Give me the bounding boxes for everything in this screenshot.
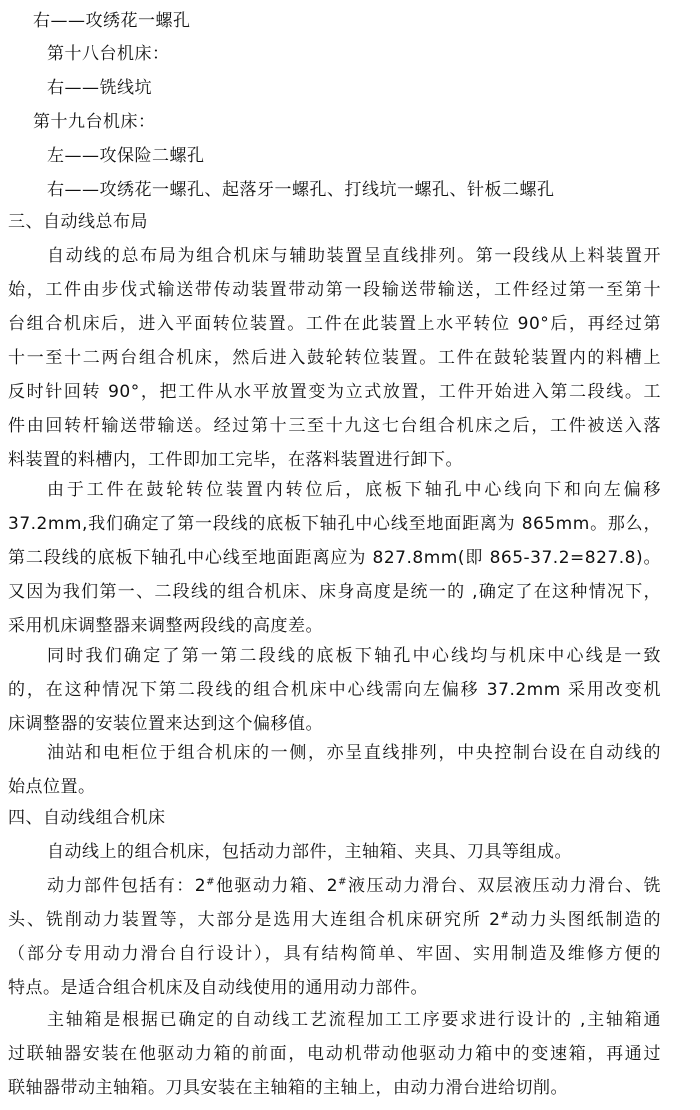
section-3-para-2-line-5: 采用机床调整器来调整两段线的高度差。 — [8, 616, 323, 636]
section-4-para-2-line-3: （部分专用动力滑台自行设计），具有结构简单、牢固、实用制造及维修方便的 — [8, 944, 661, 964]
section-4-para-1: 自动线上的组合机床，包括动力部件，主轴箱、夹具、刀具等组成。 — [47, 842, 572, 862]
section-3-para-2-line-2: 37.2mm,我们确定了第一段线的底板下轴孔中心线至地面距离为 865mm。那么， — [8, 514, 661, 534]
machine-19-title: 第十九台机床： — [33, 112, 156, 132]
section-4-para-3-line-2: 过联轴器安装在他驱动力箱的前面，电动机带动他驱动力箱中的变速箱，再通过 — [8, 1044, 661, 1064]
machine-18-title: 第十八台机床： — [47, 44, 170, 64]
section-3-para-2-line-1: 由于工件在鼓轮转位装置内转位后，底板下轴孔中心线向下和向左偏移 — [47, 480, 661, 500]
section-3-para-4-line-1: 油站和电柜位于组合机床的一侧，亦呈直线排列，中央控制台设在自动线的 — [47, 743, 661, 763]
section-3-para-2-line-4: 又因为我们第一、二段线的组合机床、床身高度是统一的 ,确定了在这种情况下， — [8, 582, 661, 602]
list-item-right-18: 右——铣线坑 — [47, 78, 152, 98]
section-4-para-3-line-3: 联轴器带动主轴箱。刀具安装在主轴箱的主轴上，由动力滑台进给切削。 — [8, 1078, 568, 1098]
section-4-para-2-line-2: 头、铣削动力装置等，大部分是选用大连组合机床研究所 2#动力头图纸制造的 — [8, 910, 662, 930]
section-4-heading: 四、自动线组合机床 — [8, 808, 166, 828]
superscript-mark: # — [206, 876, 215, 888]
section-3-para-1-line-5: 反时针回转 90°，把工件从水平放置变为立式放置，工件开始进入第二段线。工 — [8, 382, 661, 402]
section-3-para-1-line-2: 始，工件由步伐式输送带传动装置带动第一段输送带输送，工件经过第一至第十 — [8, 280, 661, 300]
superscript-mark: # — [500, 910, 510, 922]
section-3-para-3-line-2: 的，在这种情况下第二段线的组合机床中心线需向左偏移 37.2mm 采用改变机 — [8, 680, 661, 700]
section-3-para-1-line-6: 件由回转杆输送带输送。经过第十三至十九这七台组合机床之后，工件被送入落 — [8, 416, 661, 436]
superscript-mark: # — [338, 876, 347, 888]
section-3-heading: 三、自动线总布局 — [8, 212, 148, 232]
section-3-para-2-line-3: 第二段线的底板下轴孔中心线至地面距离应为 827.8mm(即 865-37.2=827.8)。 — [8, 548, 661, 568]
section-3-para-4-line-2: 始点位置。 — [8, 777, 96, 797]
section-3-para-3-line-1: 同时我们确定了第一第二段线的底板下轴孔中心线均与机床中心线是一致 — [47, 646, 661, 666]
section-3-para-1-line-7: 料装置的料槽内，工件即加工完毕，在落料装置进行卸下。 — [8, 450, 463, 470]
section-4-para-2-line-4: 特点。是适合组合机床及自动线使用的通用动力部件。 — [8, 978, 428, 998]
section-4-para-2-line-1: 动力部件包括有：2#他驱动力箱、2#液压动力滑台、双层液压动力滑台、铣 — [47, 876, 662, 896]
list-item-right-19: 右——攻绣花一螺孔、起落牙一螺孔、打线坑一螺孔、针板二螺孔 — [47, 180, 555, 200]
section-3-para-3-line-3: 床调整器的安装位置来达到这个偏移值。 — [8, 714, 323, 734]
section-3-para-1-line-4: 十一至十二两台组合机床，然后进入鼓轮转位装置。工件在鼓轮装置内的料槽上 — [8, 348, 661, 368]
section-4-para-3-line-1: 主轴箱是根据已确定的自动线工艺流程加工工序要求进行设计的 ,主轴箱通 — [47, 1010, 661, 1030]
list-item-right-17: 右——攻绣花一螺孔 — [33, 11, 191, 31]
list-item-left-19: 左——攻保险二螺孔 — [47, 146, 205, 166]
section-3-para-1-line-3: 台组合机床后，进入平面转位装置。工件在此装置上水平转位 90°后，再经过第 — [8, 314, 661, 334]
section-3-para-1-line-1: 自动线的总布局为组合机床与辅助装置呈直线排列。第一段线从上料装置开 — [47, 246, 661, 266]
